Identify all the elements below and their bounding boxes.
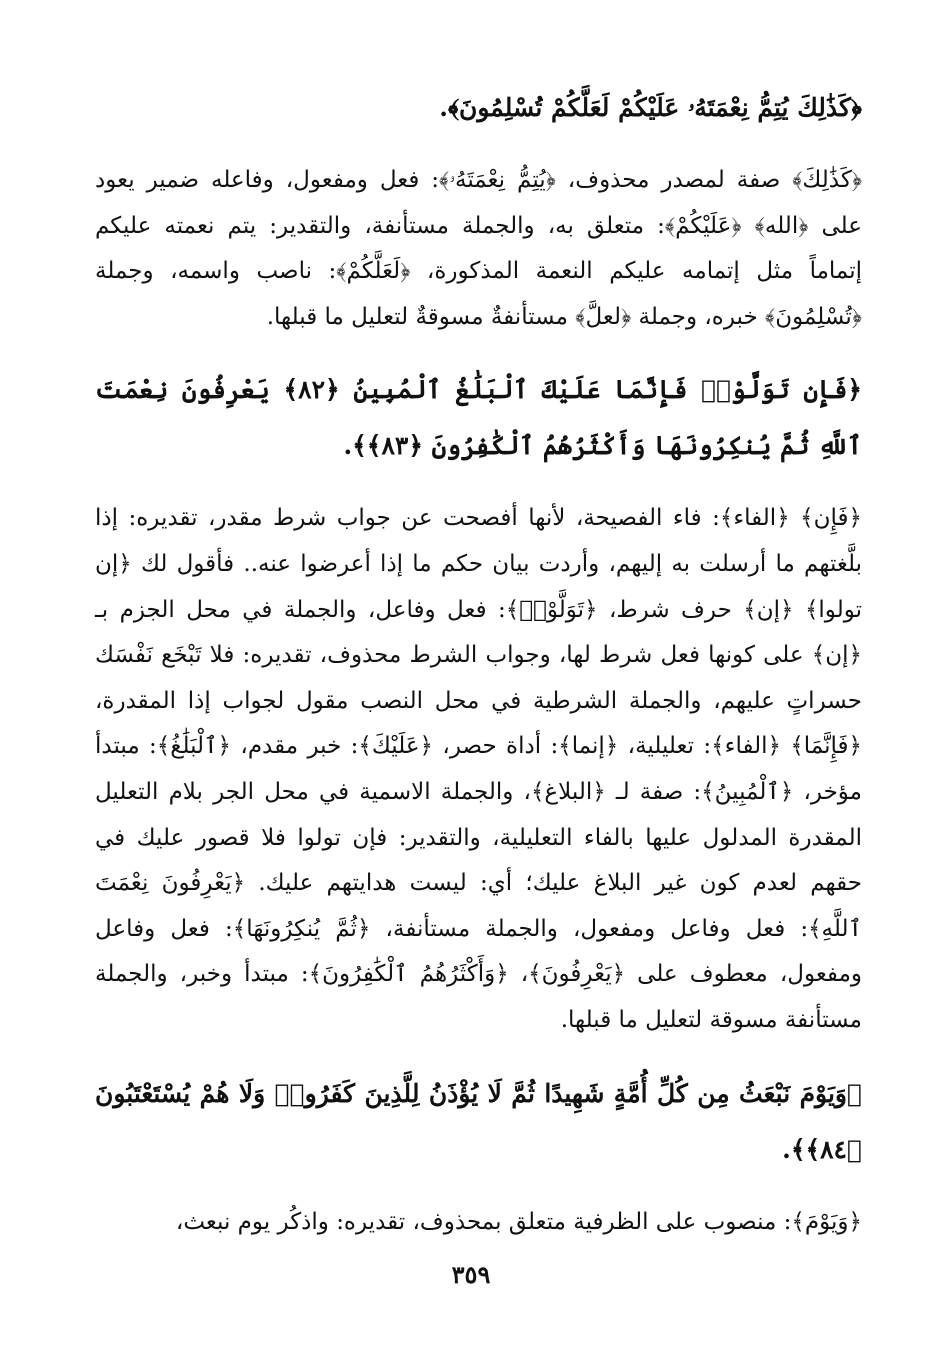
commentary-paragraph: ﴿كَذَٰلِكَ﴾ صفة لمصدر محذوف، ﴿يُتِمُّ نِعْمَتَهُۥ﴾: فعل ومفعول، وفاعله ضمير يعود على ﴿الله﴾ ﴿عَلَيْكُمْ﴾: متعلق به، والجملة مستأنفة، والتقدير: يتم نعمته عليكم إتماماً مثل إتمامه عليكم النعمة المذكورة، ﴿لَعَلَّكُمْ﴾: ناصب واسمه، وجملة ﴿تُسْلِمُونَ﴾ خبره، وجملة ﴿لعلَّ﴾ مستأنفةٌ مسوقةٌ لتعليل ما قبلها. [95,167,862,330]
commentary-paragraph: ﴿وَيَوْمَ﴾: منصوب على الظرفية متعلق بمحذوف، تقديره: واذكُر يوم نبعث، [175,1208,862,1235]
quran-verse: ﴿كَذَٰلِكَ يُتِمُّ نِعْمَتَهُۥ عَلَيْكُمْ لَعَلَّكُمْ تُسْلِمُونَ﴾. [439,93,862,122]
page-number: ٣٥٩ [451,1260,491,1289]
quran-verse: ﴿فَإِن تَوَلَّوْا۟ فَإِنَّمَا عَلَيْكَ ٱلْبَلَٰغُ ٱلْمُبِينُ ﴿٨٢﴾ يَعْرِفُونَ نِعْمَتَ ٱللَّهِ ثُمَّ يُنكِرُونَهَا وَأَكْثَرُهُمُ ٱلْكَٰفِرُونَ ﴿٨٣﴾﴾. [95,375,862,461]
quran-verse: ﴿وَيَوْمَ نَبْعَثُ مِن كُلِّ أُمَّةٍ شَهِيدًا ثُمَّ لَا يُؤْذَنُ لِلَّذِينَ كَفَرُوا۟ وَلَا هُمْ يُسْتَعْتَبُونَ ﴿٨٤﴾﴾. [95,1078,862,1164]
commentary-paragraph: ﴿فَإِن﴾ ﴿الفاء﴾: فاء الفصيحة، لأنها أفصحت عن جواب شرط مقدر، تقديره: إذا بلَّغتهم ما أرسلت به إليهم، وأردت بيان حكم ما إذا أعرضوا عنه.. فأقول لك ﴿إن تولوا﴾ ﴿إن﴾ حرف شرط، ﴿تَوَلَّوْا۟﴾: فعل وفاعل، والجملة في محل الجزم بـ ﴿إن﴾ على كونها فعل شرط لها، وجواب الشرط محذوف، تقديره: فلا تَبْخَع نَفْسَك حسراتٍ عليهم، والجملة الشرطية في محل النصب مقول لجواب إذا المقدرة، ﴿فَإِنَّمَا﴾ ﴿الفاء﴾: تعليلية، ﴿إنما﴾: أداة حصر، ﴿عَلَيْكَ﴾: خبر مقدم، ﴿ٱلْبَلَٰغُ﴾: مبتدأ مؤخر، ﴿ٱلْمُبِينُ﴾: صفة لـ ﴿البلاغ﴾، والجملة الاسمية في محل الجر بلام التعليل المقدرة المدلول عليها بالفاء التعليلية، والتقدير: فإن تولوا فلا قصور عليك في حقهم لعدم كون غير البلاغ عليك؛ أي: ليست هدايتهم عليك. ﴿يَعْرِفُونَ نِعْمَتَ ٱللَّهِ﴾: فعل وفاعل ومفعول، والجملة مستأنفة، ﴿ثُمَّ يُنكِرُونَهَا﴾: فعل وفاعل ومفعول، معطوف على ﴿يَعْرِفُونَ﴾، ﴿وَأَكْثَرُهُمُ ٱلْكَٰفِرُونَ﴾: مبتدأ وخبر، والجملة مستأنفة مسوقة لتعليل ما قبلها. [95,505,862,1033]
